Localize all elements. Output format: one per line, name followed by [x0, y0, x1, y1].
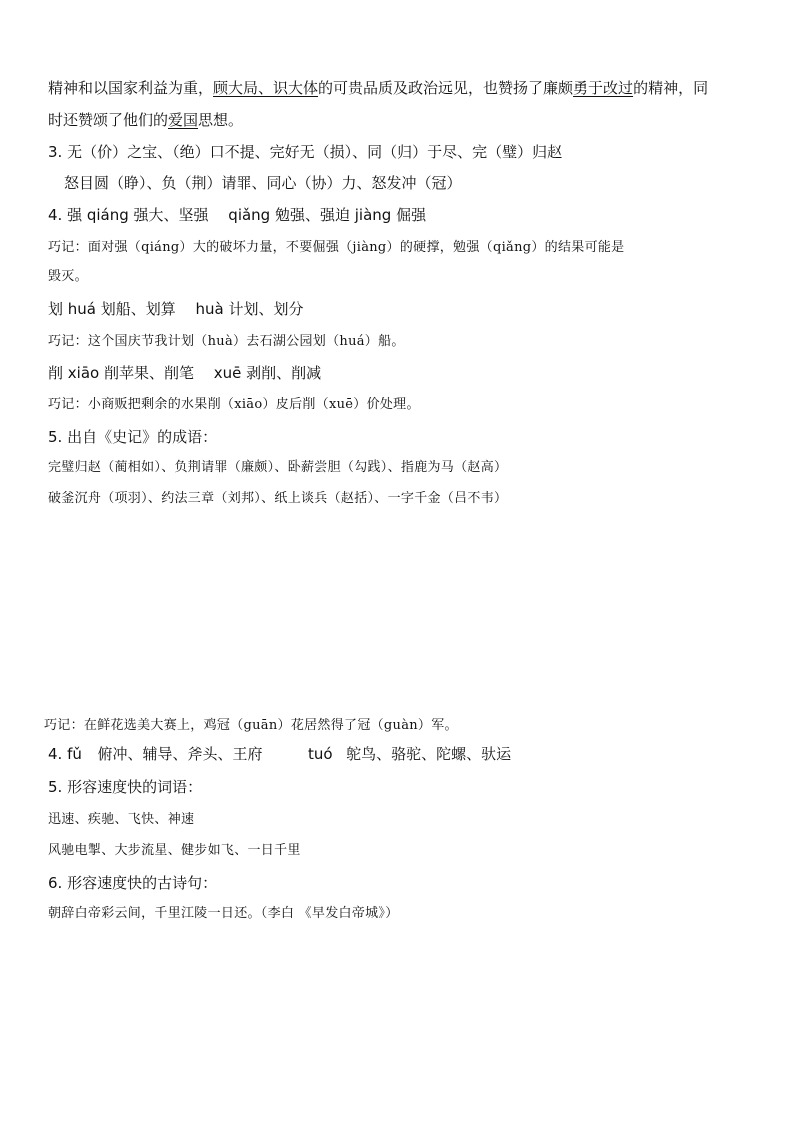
mnemonic-qiang: 巧记：面对强（qiáng）大的破坏力量，不要倔强（jiàng）的硬撑，勉强（qiǎng）的结果可能是 — [48, 240, 625, 255]
underlined-phrase: 爱国 — [168, 111, 199, 129]
mnemonic-guan: 巧记：在鲜花选美大赛上，鸡冠（guān）花居然得了冠（guàn）军。 — [44, 718, 458, 733]
paragraph-line-1 — [48, 81, 708, 96]
text: 的精神，同 — [633, 79, 709, 97]
idiom-row-1: 完璧归赵（蔺相如）、负荆请罪（廉颇）、卧薪尝胆（勾践）、指鹿为马（赵高） — [48, 460, 508, 475]
underlined-phrase: 顾大局、识大体 — [213, 79, 319, 97]
text: 时还赞颂了他们的 — [48, 111, 169, 129]
polyphone-xue: 削 xiāo 削苹果、削笔 xuē 剥削、削减 — [48, 364, 322, 382]
mnemonic-qiang-cont: 毁灭。 — [48, 269, 88, 284]
speed-words-row-2: 风驰电掣、大步流星、健步如飞、一日千里 — [48, 843, 301, 858]
section-title-speed: 5. 形容速度快的词语： — [48, 778, 203, 796]
idiom-fill-line-2: 怒目圆（睁）、负（荆）请罪、同心（协）力、怒发冲（冠） — [64, 174, 462, 192]
idiom-fill-line-1: 3. 无（价）之宝、（绝）口不提、完好无（损）、同（归）于尽、完（璧）归赵 — [48, 143, 563, 161]
poem-line: 朝辞白帝彩云间，千里江陵一日还。（李白 《早发白帝城》） — [48, 906, 399, 921]
paragraph-line-2 — [48, 113, 243, 128]
polyphone-hua: 划 huá 划船、划算 huà 计划、划分 — [48, 300, 304, 318]
speed-words-row-1: 迅速、疾驰、飞快、神速 — [48, 812, 195, 827]
section-title-shiji: 5. 出自《史记》的成语： — [48, 428, 218, 446]
fu-words: 俯冲、辅导、斧头、王府 — [97, 745, 263, 763]
mnemonic-hua: 巧记：这个国庆节我计划（huà）去石湖公园划（huá）船。 — [48, 334, 405, 349]
idiom-row-2: 破釜沉舟（项羽）、约法三章（刘邦）、纸上谈兵（赵括）、一字千金（吕不韦） — [48, 491, 508, 506]
tuo-words: 鸵鸟、骆驼、陀螺、驮运 — [346, 745, 512, 763]
pinyin-tuo: tuó — [308, 745, 333, 763]
polyphone-qiang: 4. 强 qiáng 强大、坚强 qiǎng 勉强、强迫 jiàng 倔强 — [48, 206, 427, 224]
pinyin-fu: 4. fǔ — [48, 745, 82, 763]
text: 精神和以国家利益为重， — [48, 79, 214, 97]
text: 思想。 — [198, 111, 244, 129]
page-cutoff — [40, 509, 744, 519]
text: 的可贵品质及政治远见，也赞扬了廉颇 — [318, 79, 574, 97]
section-title-poem: 6. 形容速度快的古诗句： — [48, 874, 218, 892]
fu-tuo-line — [48, 747, 511, 762]
underlined-phrase: 勇于改过 — [573, 79, 634, 97]
mnemonic-xue: 巧记：小商贩把剩余的水果削（xiāo）皮后削（xuē）价处理。 — [48, 397, 420, 412]
